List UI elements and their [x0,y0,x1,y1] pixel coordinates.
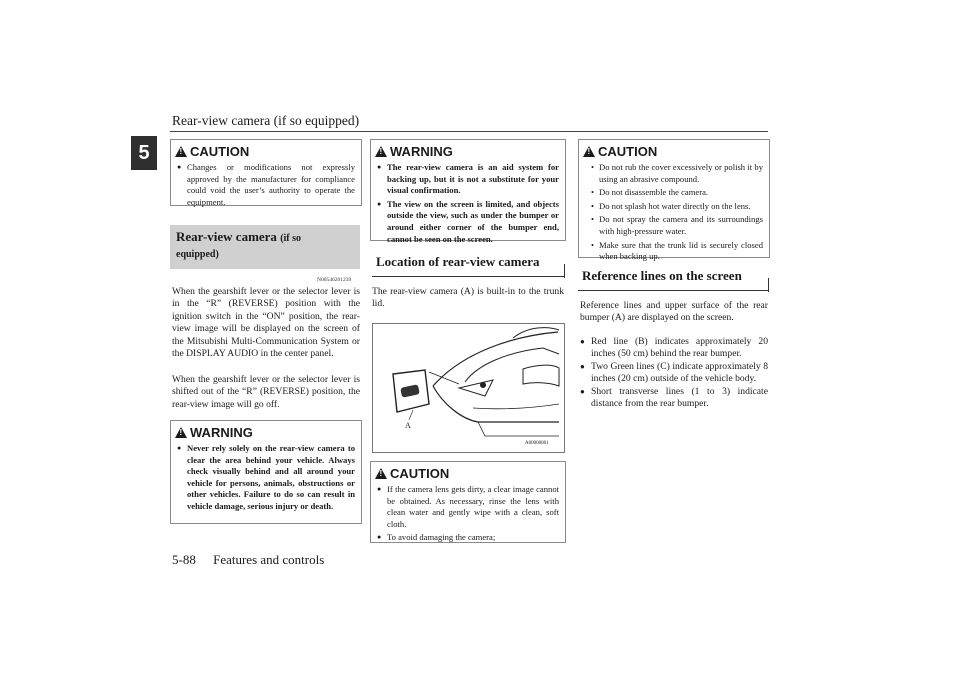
caution-item: • Do not disassemble the camera. [599,187,763,199]
warning-list [171,443,361,521]
page-header-title: Rear-view camera (if so equipped) [172,113,360,128]
caution-item: ● If the camera lens gets dirty, a clear image cannot be obtained. As necessary, rinse the lens with clean water and gently wipe with a clean, soft cloth. [387,484,559,530]
warning-header [171,421,361,443]
list-item: ● Two Green lines (C) indicate approximately 8 inches (20 cm) outside of the vehicle body. [580,361,768,386]
warning-label: WARNING [390,143,453,159]
rear-camera-figure [372,323,565,453]
caution-header [171,140,361,162]
warning-triangle-icon [375,146,387,157]
warning-label: WARNING [190,424,253,440]
reference-lines-list [580,336,768,410]
car-rear-illustration [373,324,564,452]
heading-location-rear-view-camera: Location of rear-view camera [372,252,564,277]
section-heading-rear-view-camera: Rear-view camera (if so equipped) [170,225,360,269]
caution-box-modifications [170,139,362,206]
warning-header [371,140,565,162]
figure-label-a: A [405,421,411,430]
caution-item: ● To avoid damaging the camera; [387,532,559,544]
footer-section: Features and controls [213,552,325,567]
location-paragraph: The rear-view camera (A) is built-in to the trunk lid. [372,286,564,310]
intro-paragraph: When the gearshift lever or the selector lever is in the “R” (REVERSE) position with the ignition switch in the “ON” position, the rear-view image will be displayed on the screen of the Mitsubishi Multi-Communication System or the DISPLAY AUDIO in the center panel. [172,286,360,360]
caution-list [579,162,769,271]
caution-box-camera-care [578,139,770,262]
warning-triangle-icon [375,468,387,479]
warning-triangle-icon [175,146,187,157]
caution-item: ● Changes or modifications not expressly approved by the manufacturer for compliance could void the user’s authority to operate the equipment. [187,162,355,208]
chapter-tab: 5 [131,136,157,170]
warning-item: ● Never rely solely on the rear-view camera to clear the area behind your vehicle. Always check visually behind and all around your vehicle for persons, animals, obstructions or other vehicles. Failure to do so can result in vehicle damage, serious injury or death. [187,443,355,513]
warning-box-rely [170,420,362,524]
warning-box-aid-system [370,139,566,244]
caution-list [371,484,565,552]
shift-out-paragraph: When the gearshift lever or the selector lever is shifted out of the “R” (REVERSE) position, the rear-view image will go off. [172,374,360,410]
caution-item: • Make sure that the trunk lid is securely closed when backing up. [599,240,763,263]
warning-item: ● The rear-view camera is an aid system for backing up, but it is not a substitute for your visual confirmation. [387,162,559,197]
header-rule [170,131,768,132]
list-item: ● Red line (B) indicates approximately 20 inches (50 cm) behind the rear bumper. [580,336,768,361]
heading-reference-lines: Reference lines on the screen [578,266,768,291]
caution-label: CAUTION [598,143,658,159]
figure-code: A00000001 [525,441,549,446]
reference-lines-paragraph: Reference lines and upper surface of the rear bumper (A) are displayed on the screen. [580,300,768,324]
caution-header [371,462,565,484]
warning-list [371,162,565,253]
caution-item: • Do not spray the camera and its surroundings with high-pressure water. [599,214,763,237]
caution-box-lens [370,461,566,543]
caution-label: CAUTION [190,143,250,159]
caution-header [579,140,769,162]
warning-item: ● The view on the screen is limited, and objects outside the view, such as under the bumper or around either corner of the bumper end, cannot be seen on the screen. [387,199,559,245]
list-item: ● Short transverse lines (1 to 3) indicate distance from the rear bumper. [580,386,768,411]
page-number: 5-88 [172,552,196,567]
caution-item: • Do not splash hot water directly on the lens. [599,201,763,213]
caution-label: CAUTION [390,465,450,481]
caution-item: • Do not rub the cover excessively or polish it by using an abrasive compound. [599,162,763,185]
caution-list [171,162,361,216]
reference-code: N00546201239 [317,277,352,283]
warning-triangle-icon [175,427,187,438]
warning-triangle-icon [583,146,595,157]
page-footer [172,552,338,568]
